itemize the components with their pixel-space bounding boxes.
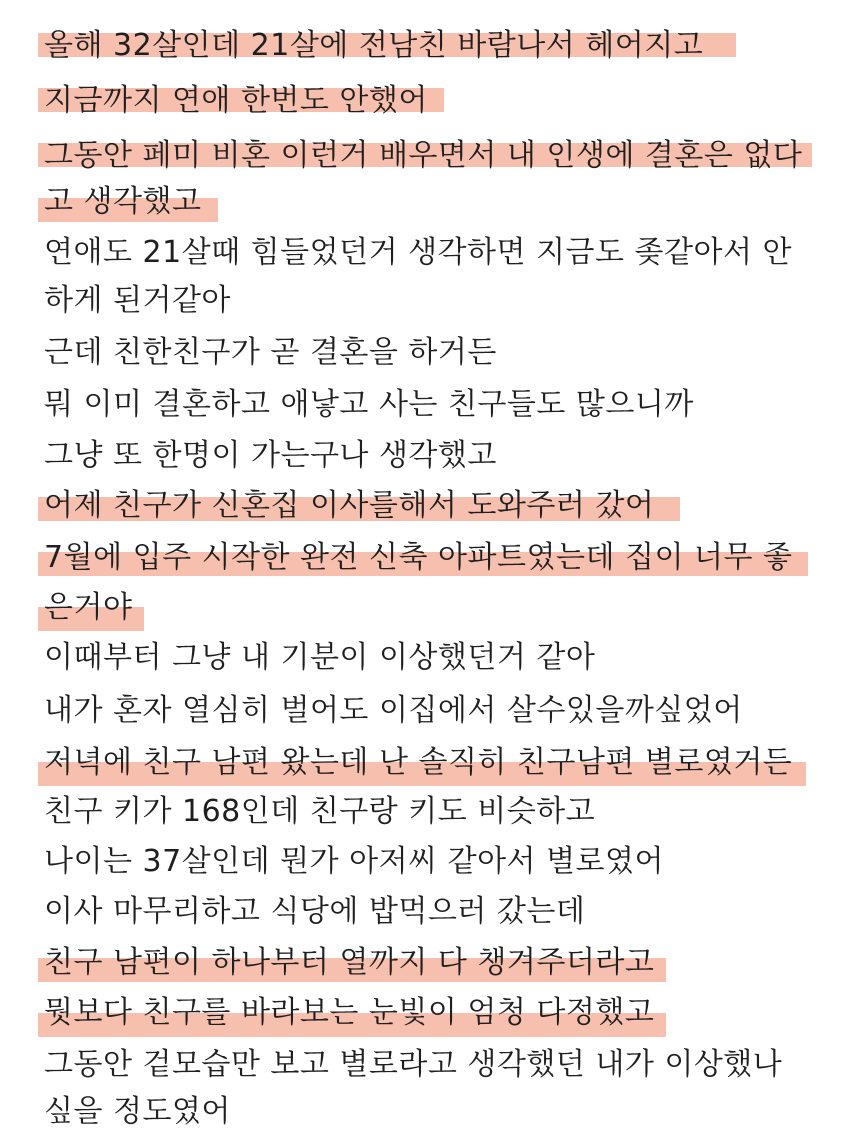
text-line: 7월에 입주 시작한 완전 신축 아파트였는데 집이 너무 좋 — [44, 540, 793, 575]
text-line: 그동안 페미 비혼 이런거 배우면서 내 인생에 결혼은 없다 — [44, 138, 803, 173]
text-line: 올해 32살인데 21살에 전남친 바람나서 헤어지고 — [44, 28, 704, 63]
text-line: 뭐 이미 결혼하고 애낳고 사는 친구들도 많으니까 — [44, 387, 694, 422]
text-line: 그냥 또 한명이 가는구나 생각했고 — [44, 438, 497, 473]
text-line: 지금까지 연애 한번도 안했어 — [44, 83, 428, 118]
text-line: 하게 된거같아 — [44, 283, 231, 318]
text-line: 그동안 겉모습만 보고 별로라고 생각했던 내가 이상했나 — [44, 1047, 783, 1082]
text-line: 이때부터 그냥 내 기분이 이상했던거 같아 — [44, 640, 596, 675]
text-line: 이사 마무리하고 식당에 밥먹으러 갔는데 — [44, 894, 586, 929]
text-line: 나이는 37살인데 뭔가 아저씨 같아서 별로였어 — [44, 844, 664, 879]
text-line: 친구 남편이 하나부터 열까지 다 챙겨주더라고 — [44, 945, 655, 980]
text-line: 싶을 정도였어 — [44, 1094, 231, 1129]
text-line: 저녁에 친구 남편 왔는데 난 솔직히 친구남편 별로였거든 — [44, 745, 793, 780]
text-line: 근데 친한친구가 곧 결혼을 하거든 — [44, 335, 497, 370]
text-line: 친구 키가 168인데 친구랑 키도 비슷하고 — [44, 794, 596, 829]
text-line: 은거야 — [44, 590, 133, 625]
text-line: 뭣보다 친구를 바라보는 눈빛이 엄청 다정했고 — [44, 995, 655, 1030]
text-line: 어제 친구가 신혼집 이사를해서 도와주러 갔어 — [44, 488, 655, 523]
text-line: 연애도 21살때 힘들었던거 생각하면 지금도 좆같아서 안 — [44, 235, 792, 270]
text-line: 내가 혼자 열심히 벌어도 이집에서 살수있을까싶었어 — [44, 693, 743, 728]
text-line: 고 생각했고 — [44, 184, 202, 219]
